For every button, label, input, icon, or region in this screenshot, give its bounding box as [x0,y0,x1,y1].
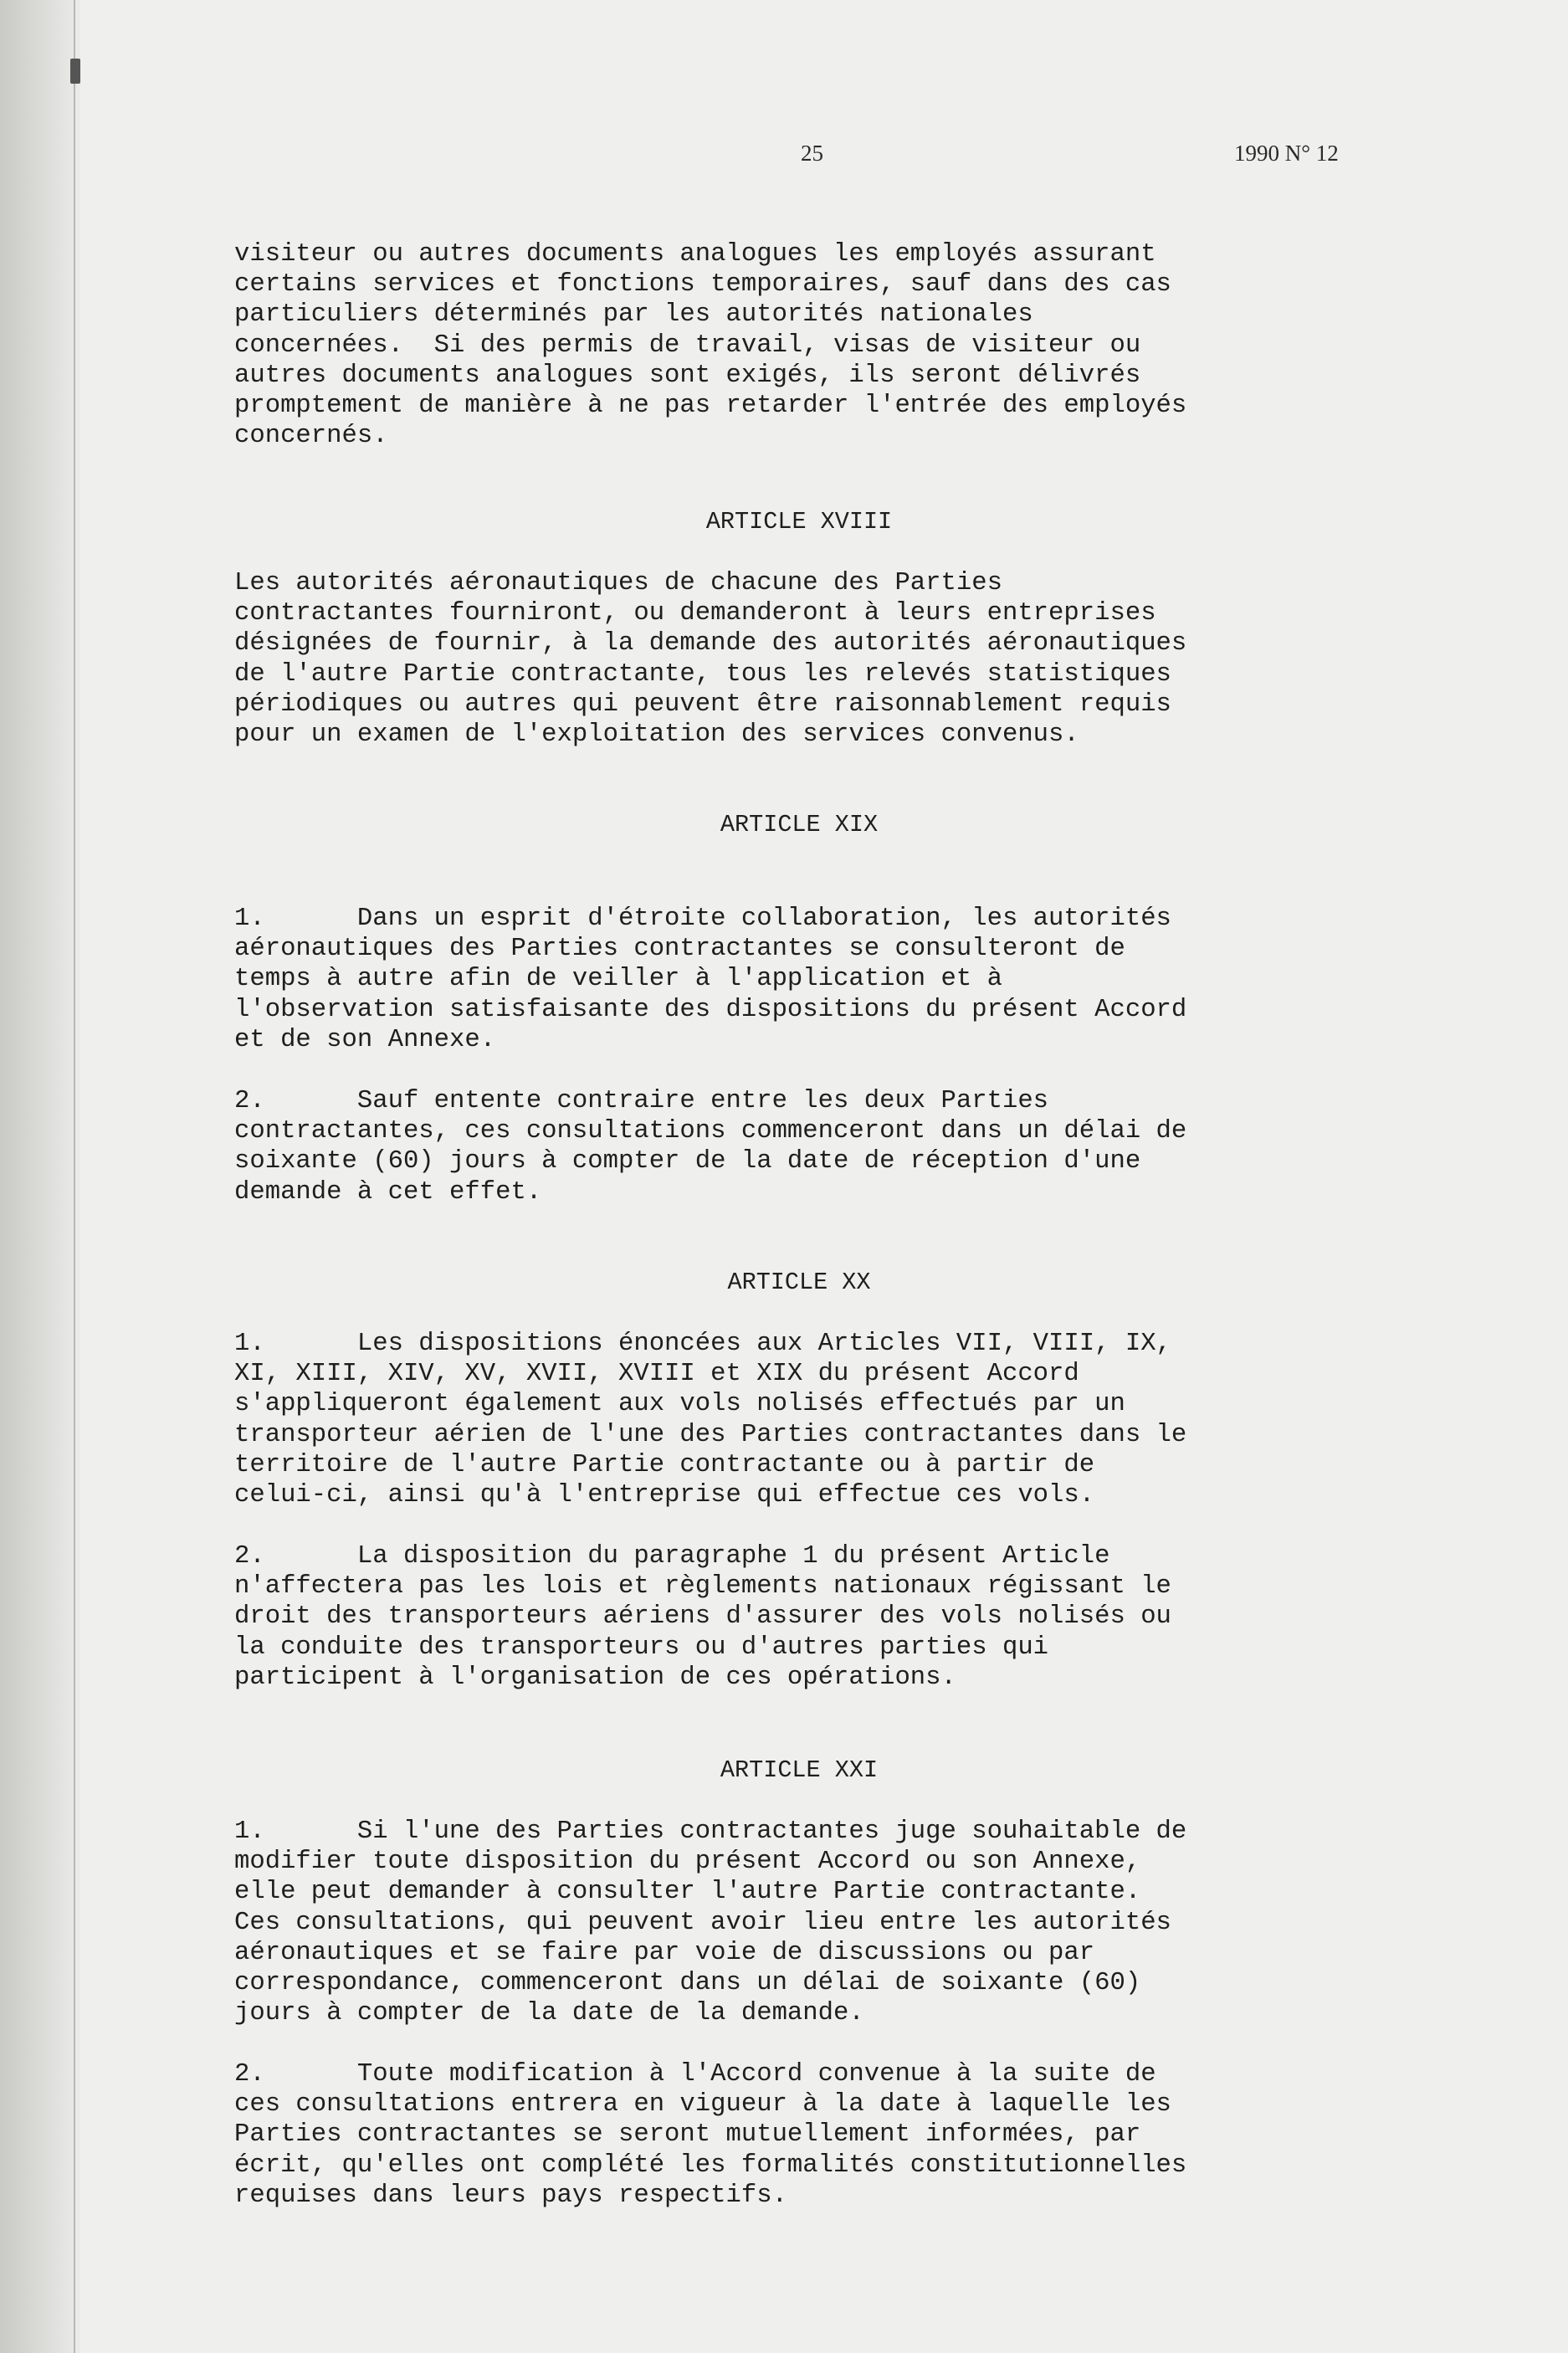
binding-edge [74,0,75,2353]
binding-staple [70,59,80,84]
continued-paragraph: visiteur ou autres documents analogues les employés assurant certains services et fonctions temporaires, sauf dans des cas particuliers déterminés par les autorités nationales concernées. Si des permis de travail, visas de visiteur ou autres documents analogues sont exigés, ils seront délivrés promptement de manière à ne pas retarder l'entrée des employés concernés. [234,240,1187,451]
article-19-paragraph-2: 2. Sauf entente contraire entre les deux Parties contractantes, ces consultations commenceront dans un délai de soixante (60) jours à compter de la date de réception d'une demande à cet effet. [234,1087,1187,1207]
article-18-body: Les autorités aéronautiques de chacune des Parties contractantes fourniront, ou demanderont à leurs entreprises désignées de fournir, à la demande des autorités aéronautiques de l'autre Partie contractante, tous les relevés statistiques périodiques ou autres qui peuvent être raisonnablement requis pour un examen de l'exploitation des services convenus. [234,569,1187,750]
article-21-paragraph-1: 1. Si l'une des Parties contractantes juge souhaitable de modifier toute disposition du présent Accord ou son Annexe, elle peut demander à consulter l'autre Partie contractante. Ces consultations, qui peuvent avoir lieu entre les autorités aéronautiques et se faire par voie de discussions ou par correspondance, commenceront dans un délai de soixante (60) jours à compter de la date de la demande. [234,1817,1187,2028]
article-21-heading: ARTICLE XXI [720,1756,879,1784]
article-19-paragraph-1: 1. Dans un esprit d'étroite collaboration, les autorités aéronautiques des Parties contractantes se consulteront de temps à autre afin de veiller à l'application et à l'observation satisfaisante des dispositions du présent Accord et de son Annexe. [234,905,1187,1054]
article-21-paragraph-2: 2. Toute modification à l'Accord convenue à la suite de ces consultations entrera en vigueur à la date à laquelle les Parties contractantes se seront mutuellement informées, par écrit, qu'elles ont complété les formalités constitutionnelles requises dans leurs pays respectifs. [234,2060,1187,2210]
article-20-heading: ARTICLE XX [727,1269,871,1296]
page-binding-shadow [0,0,80,2353]
article-18-heading: ARTICLE XVIII [705,508,893,536]
article-19-heading: ARTICLE XIX [720,811,879,838]
article-20-paragraph-2: 2. La disposition du paragraphe 1 du présent Article n'affectera pas les lois et règlements nationaux régissant le droit des transporteurs aériens d'assurer des vols nolisés ou la conduite des transporteurs ou d'autres parties qui participent à l'organisation de ces opérations. [234,1542,1171,1692]
page-number: 25 [801,141,823,166]
document-reference: 1990 N° 12 [1234,141,1339,166]
article-20-paragraph-1: 1. Les dispositions énoncées aux Articles VII, VIII, IX, XI, XIII, XIV, XV, XVII, XVIII et XIX du présent Accord s'appliqueront également aux vols nolisés effectués par un transporteur aérien de l'une des Parties contractantes dans le territoire de l'autre Partie contractante ou à partir de celui-ci, ainsi qu'à l'entreprise qui effectue ces vols. [234,1330,1187,1510]
